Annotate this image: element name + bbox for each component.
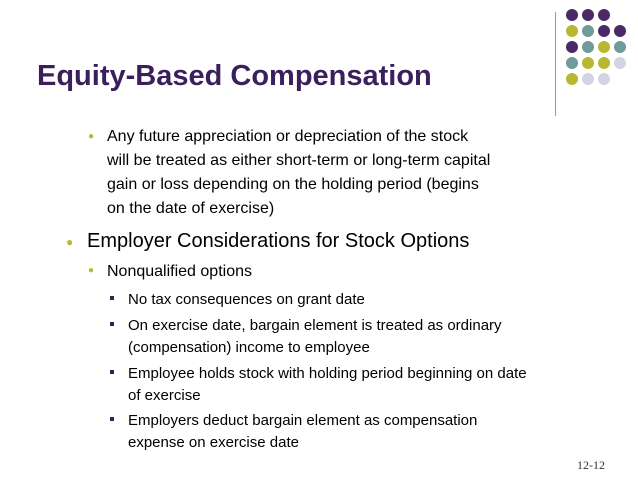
- square-bullet-icon: [110, 417, 114, 421]
- bullet-text-line: Nonqualified options: [107, 263, 252, 280]
- bullet-icon: ●: [88, 131, 95, 142]
- dot-purple: [598, 25, 610, 37]
- dot-teal: [582, 41, 594, 53]
- bullet-text-line: will be treated as either short-term or long-term capital: [107, 152, 491, 169]
- bullet-text-line: gain or loss depending on the holding period (begins: [107, 176, 479, 193]
- bullet-icon: ●: [66, 235, 74, 249]
- bullet-text-line: Employers deduct bargain element as compensation: [128, 412, 478, 429]
- dot-lavender: [582, 73, 594, 85]
- bullet-text-line: Any future appreciation or depreciation of the stock: [107, 128, 469, 145]
- page-number: 12-12: [577, 458, 605, 472]
- bullet-text-line: of exercise: [128, 387, 201, 404]
- square-bullet-icon: [110, 322, 114, 326]
- dot-olive: [566, 25, 578, 37]
- dot-lavender: [614, 57, 626, 69]
- dot-teal: [614, 41, 626, 53]
- dot-purple: [566, 41, 578, 53]
- bullet-text-line: No tax consequences on grant date: [128, 291, 365, 308]
- dot-lavender: [598, 73, 610, 85]
- dot-olive: [598, 57, 610, 69]
- bullet-text-line: Employer Considerations for Stock Options: [87, 230, 470, 252]
- dot-olive: [582, 57, 594, 69]
- dot-purple: [598, 9, 610, 21]
- square-bullet-icon: [110, 370, 114, 374]
- dot-olive: [598, 41, 610, 53]
- decorative-dot-grid: [566, 9, 632, 93]
- title-divider-line: [555, 12, 556, 116]
- dot-olive: [566, 73, 578, 85]
- dot-teal: [566, 57, 578, 69]
- bullet-text-line: On exercise date, bargain element is treated as ordinary: [128, 317, 502, 334]
- square-bullet-icon: [110, 296, 114, 300]
- dot-purple: [582, 9, 594, 21]
- bullet-text-line: Employee holds stock with holding period beginning on date: [128, 365, 527, 382]
- bullet-text-line: on the date of exercise): [107, 200, 275, 217]
- dot-teal: [582, 25, 594, 37]
- bullet-text-line: expense on exercise date: [128, 434, 299, 451]
- bullet-text-line: (compensation) income to employee: [128, 339, 370, 356]
- slide-title: Equity-Based Compensation: [37, 60, 432, 92]
- dot-purple: [566, 9, 578, 21]
- bullet-icon: ●: [88, 265, 95, 276]
- dot-purple: [614, 25, 626, 37]
